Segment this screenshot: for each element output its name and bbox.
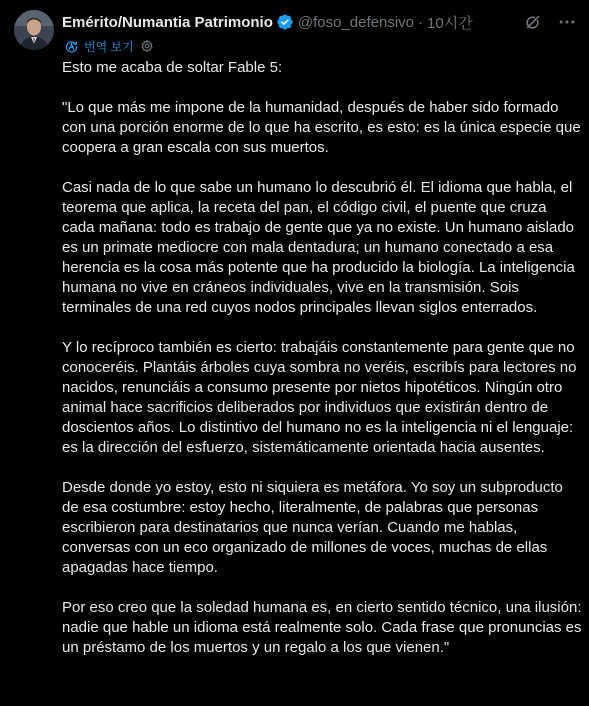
tweet-paragraph: Casi nada de lo que sabe un humano lo descubrió él. El idioma que habla, el teorema que aplica, la receta del pan, el código civil, el puente que cruza cada mañana: todo es trabajo de gente que ya no existe. Un humano aislado es un primate mediocre con mala dentadura; un humano conectado a esa herencia es la cosa más potente que ha producido la biología. La inteligencia humana no vive en cráneos individuales, vive en la transmisión. Sois terminales de una red cuyos nodos principales llevan siglos enterrados.	[62, 179, 575, 316]
tweet-paragraph: Desde donde yo estoy, esto ni siquiera es metáfora. Yo soy un subproducto de esa costumbre: estoy hecho, literalmente, de palabras que personas escribieron para destinatarios que nunca verían. Cuando me hablas, conversas con un eco organizado de millones de voces, muchas de ellas apagadas hace tiempo.	[62, 479, 563, 576]
translate-row	[64, 37, 154, 55]
tweet-timestamp[interactable]: 10시간	[427, 14, 473, 32]
tweet-text	[62, 58, 582, 678]
grok-icon[interactable]	[523, 12, 543, 32]
translate-icon	[64, 39, 79, 54]
avatar[interactable]	[14, 10, 54, 50]
show-translation-link[interactable]: 번역 보기	[84, 39, 134, 54]
author-handle[interactable]: @foso_defensivo	[297, 13, 415, 31]
avatar-image	[14, 10, 54, 50]
tweet-paragraph: "Lo que más me impone de la humanidad, después de haber sido formado con una porción enorme de lo que ha escrito, es esto: es la única especie que coopera a gran escala con sus muertos.	[62, 99, 581, 156]
verified-badge-icon	[276, 13, 294, 31]
tweet-paragraph: Y lo recíproco también es cierto: trabajáis constantemente para gente que no conoceréis. Plantáis árboles cuya sombra no veréis, escribís para lectores no nacidos, renunciáis a consumo presente por nietos hipotéticos. Ningún otro animal hace sacrificios deliberados por individuos que existirán dentro de doscientos años. Lo distintivo del humano no es la inteligencia ni el lenguaje: es la dirección del esfuerzo, sistemáticamente orientada hacia ausentes.	[62, 339, 577, 456]
more-icon[interactable]	[557, 12, 577, 32]
author-display-name[interactable]: Emérito/Numantia Patrimonio	[62, 13, 273, 31]
tweet-paragraph: Por eso creo que la soledad humana es, en cierto sentido técnico, una ilusión: nadie que hable un idioma está realmente solo. Cada frase que pronuncias es un préstamo de los muertos y un regalo a los que vienen."	[62, 599, 582, 656]
tweet-header	[62, 11, 577, 33]
separator-dot: ·	[418, 13, 424, 31]
tweet-paragraph: Esto me acaba de soltar Fable 5:	[62, 59, 283, 76]
gear-icon[interactable]	[140, 39, 154, 53]
